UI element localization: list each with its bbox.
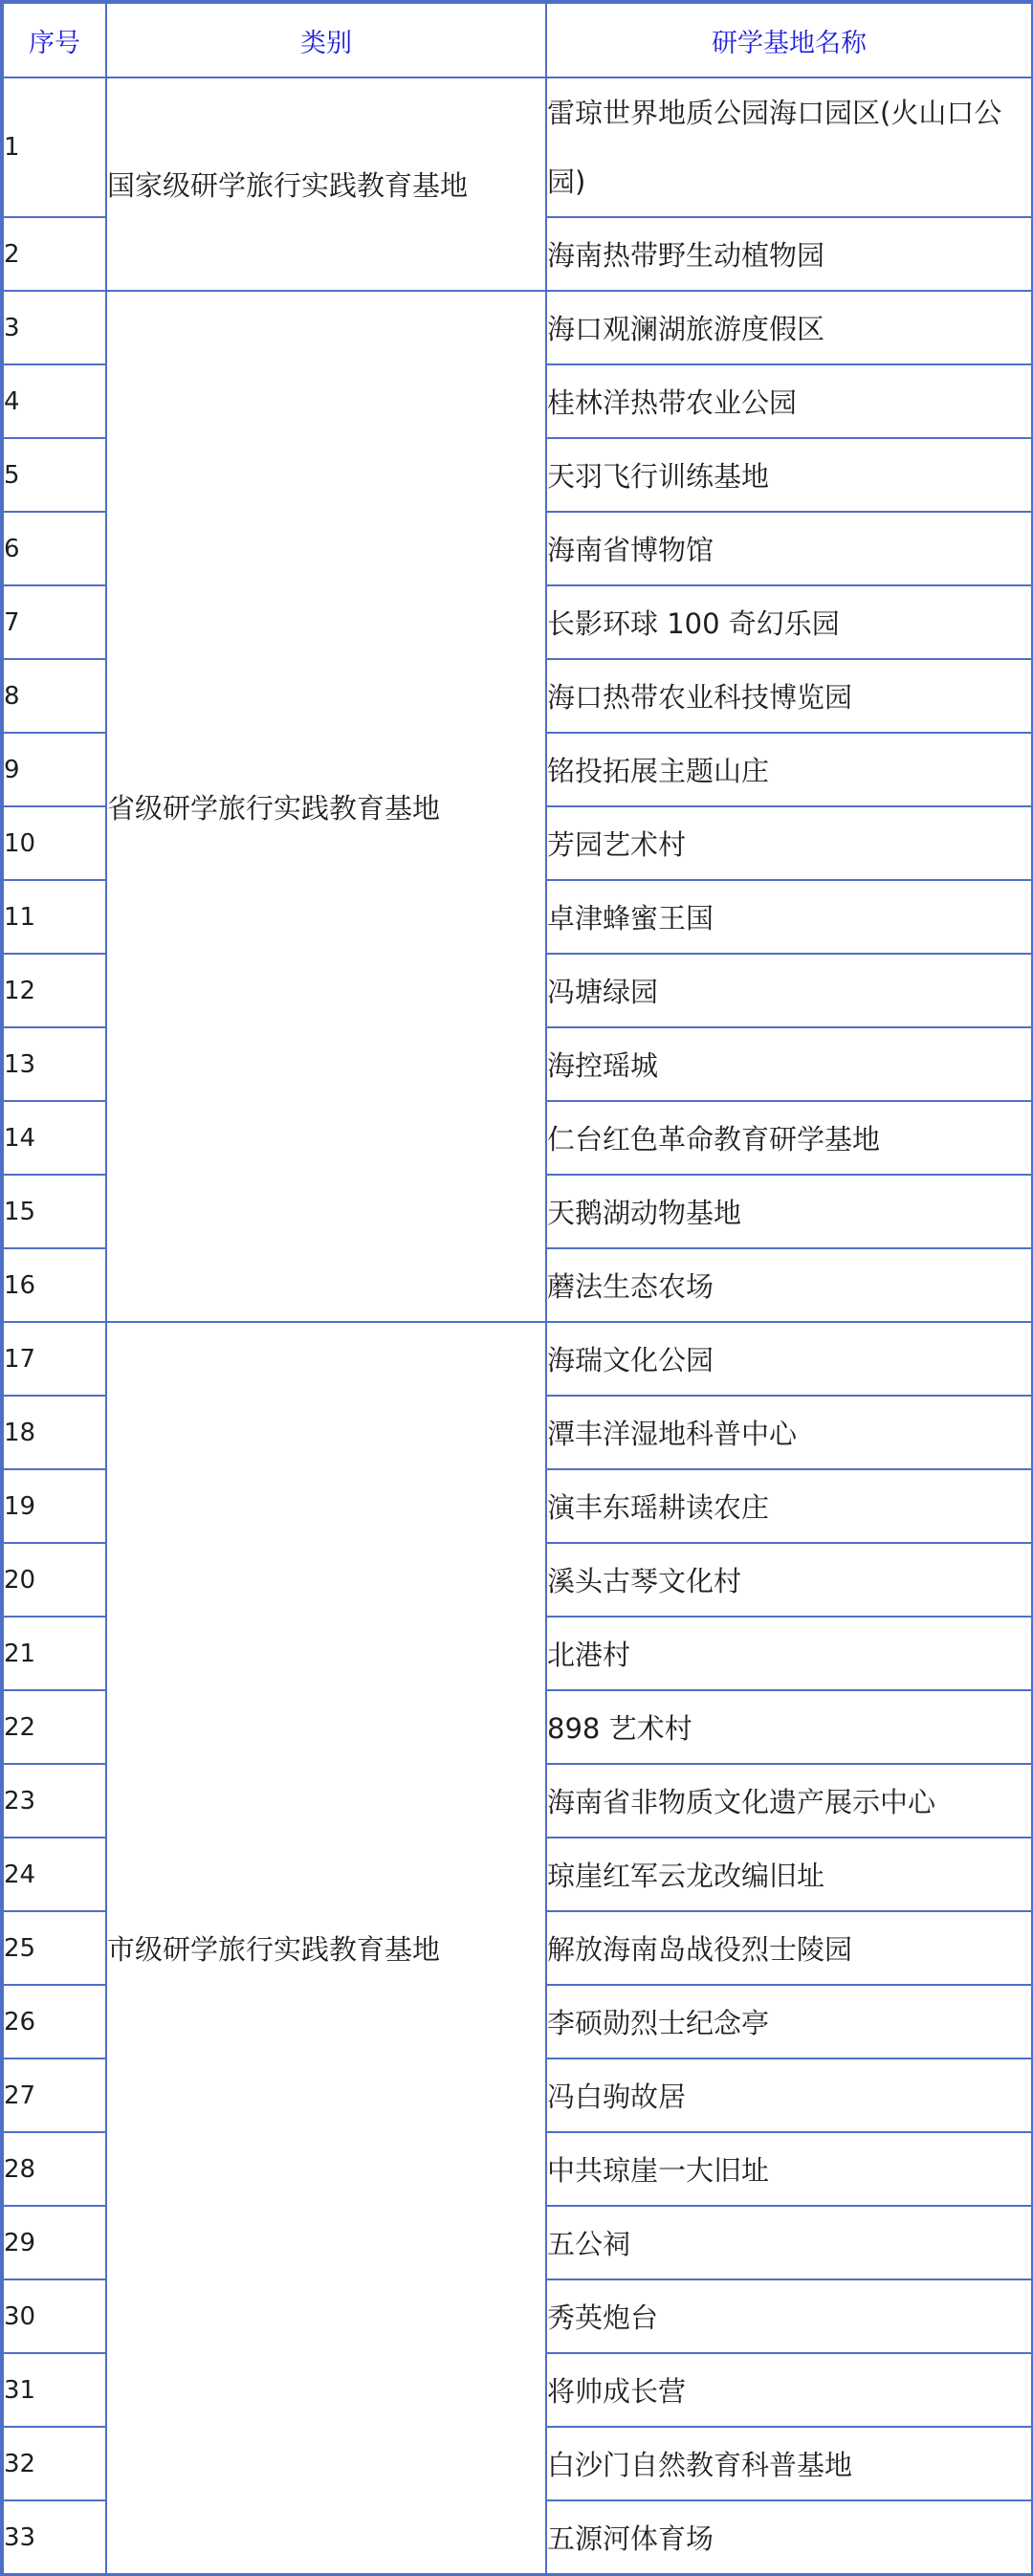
row-index: 9 [3, 733, 106, 806]
header-index: 序号 [3, 3, 106, 77]
base-name-cell: 898 艺术村 [546, 1690, 1032, 1764]
table-header [3, 3, 1032, 77]
table-row [3, 291, 1032, 364]
base-name-cell: 海南省非物质文化遗产展示中心 [546, 1764, 1032, 1838]
row-index: 30 [3, 2279, 106, 2353]
row-index: 19 [3, 1469, 106, 1543]
base-name-cell: 铭投拓展主题山庄 [546, 733, 1032, 806]
base-name-cell: 中共琼崖一大旧址 [546, 2132, 1032, 2206]
base-name-cell: 五源河体育场 [546, 2500, 1032, 2574]
row-index: 10 [3, 806, 106, 880]
table-row [3, 77, 1032, 217]
row-index: 23 [3, 1764, 106, 1838]
base-name-cell: 海南省博物馆 [546, 512, 1032, 585]
row-index: 2 [3, 217, 106, 291]
row-index: 8 [3, 659, 106, 733]
category-cell: 市级研学旅行实践教育基地 [106, 1322, 546, 2574]
row-index: 11 [3, 880, 106, 954]
base-name-cell: 琼崖红军云龙改编旧址 [546, 1838, 1032, 1911]
row-index: 27 [3, 2059, 106, 2132]
row-index: 22 [3, 1690, 106, 1764]
table-body [3, 77, 1032, 2574]
row-index: 15 [3, 1175, 106, 1248]
base-name-cell: 长影环球 100 奇幻乐园 [546, 585, 1032, 659]
base-name-cell: 海口观澜湖旅游度假区 [546, 291, 1032, 364]
base-name-cell: 五公祠 [546, 2206, 1032, 2279]
row-index: 6 [3, 512, 106, 585]
base-table [2, 2, 1033, 2575]
base-name-cell: 蘑法生态农场 [546, 1248, 1032, 1322]
row-index: 25 [3, 1911, 106, 1985]
row-index: 1 [3, 77, 106, 217]
base-name-cell: 李硕勋烈士纪念亭 [546, 1985, 1032, 2059]
row-index: 32 [3, 2427, 106, 2500]
table-row [3, 1322, 1032, 1396]
row-index: 29 [3, 2206, 106, 2279]
base-name-cell: 解放海南岛战役烈士陵园 [546, 1911, 1032, 1985]
row-index: 12 [3, 954, 106, 1027]
row-index: 24 [3, 1838, 106, 1911]
base-name-cell: 海南热带野生动植物园 [546, 217, 1032, 291]
header-category: 类别 [106, 3, 546, 77]
row-index: 17 [3, 1322, 106, 1396]
row-index: 13 [3, 1027, 106, 1101]
base-name-cell: 天羽飞行训练基地 [546, 438, 1032, 512]
row-index: 7 [3, 585, 106, 659]
row-index: 20 [3, 1543, 106, 1617]
row-index: 26 [3, 1985, 106, 2059]
base-name-cell: 天鹅湖动物基地 [546, 1175, 1032, 1248]
base-name-cell: 桂林洋热带农业公园 [546, 364, 1032, 438]
base-name-cell: 白沙门自然教育科普基地 [546, 2427, 1032, 2500]
row-index: 28 [3, 2132, 106, 2206]
base-name-cell: 海瑞文化公园 [546, 1322, 1032, 1396]
row-index: 4 [3, 364, 106, 438]
base-name-cell: 冯塘绿园 [546, 954, 1032, 1027]
base-name-cell: 冯白驹故居 [546, 2059, 1032, 2132]
header-name: 研学基地名称 [546, 3, 1032, 77]
row-index: 5 [3, 438, 106, 512]
row-index: 21 [3, 1617, 106, 1690]
header-row [3, 3, 1032, 77]
base-name-cell: 演丰东瑶耕读农庄 [546, 1469, 1032, 1543]
base-name-cell: 海口热带农业科技博览园 [546, 659, 1032, 733]
base-name-cell: 海控瑶城 [546, 1027, 1032, 1101]
base-name-cell: 秀英炮台 [546, 2279, 1032, 2353]
base-name-cell: 卓津蜂蜜王国 [546, 880, 1032, 954]
row-index: 16 [3, 1248, 106, 1322]
base-name-cell: 雷琼世界地质公园海口园区(火山口公园) [546, 77, 1032, 217]
row-index: 33 [3, 2500, 106, 2574]
base-name-cell: 将帅成长营 [546, 2353, 1032, 2427]
base-name-cell: 北港村 [546, 1617, 1032, 1690]
category-cell: 国家级研学旅行实践教育基地 [106, 77, 546, 291]
category-cell: 省级研学旅行实践教育基地 [106, 291, 546, 1322]
base-name-cell: 芳园艺术村 [546, 806, 1032, 880]
row-index: 31 [3, 2353, 106, 2427]
row-index: 14 [3, 1101, 106, 1175]
row-index: 3 [3, 291, 106, 364]
base-name-cell: 潭丰洋湿地科普中心 [546, 1396, 1032, 1469]
base-name-cell: 溪头古琴文化村 [546, 1543, 1032, 1617]
base-name-cell: 仁台红色革命教育研学基地 [546, 1101, 1032, 1175]
row-index: 18 [3, 1396, 106, 1469]
